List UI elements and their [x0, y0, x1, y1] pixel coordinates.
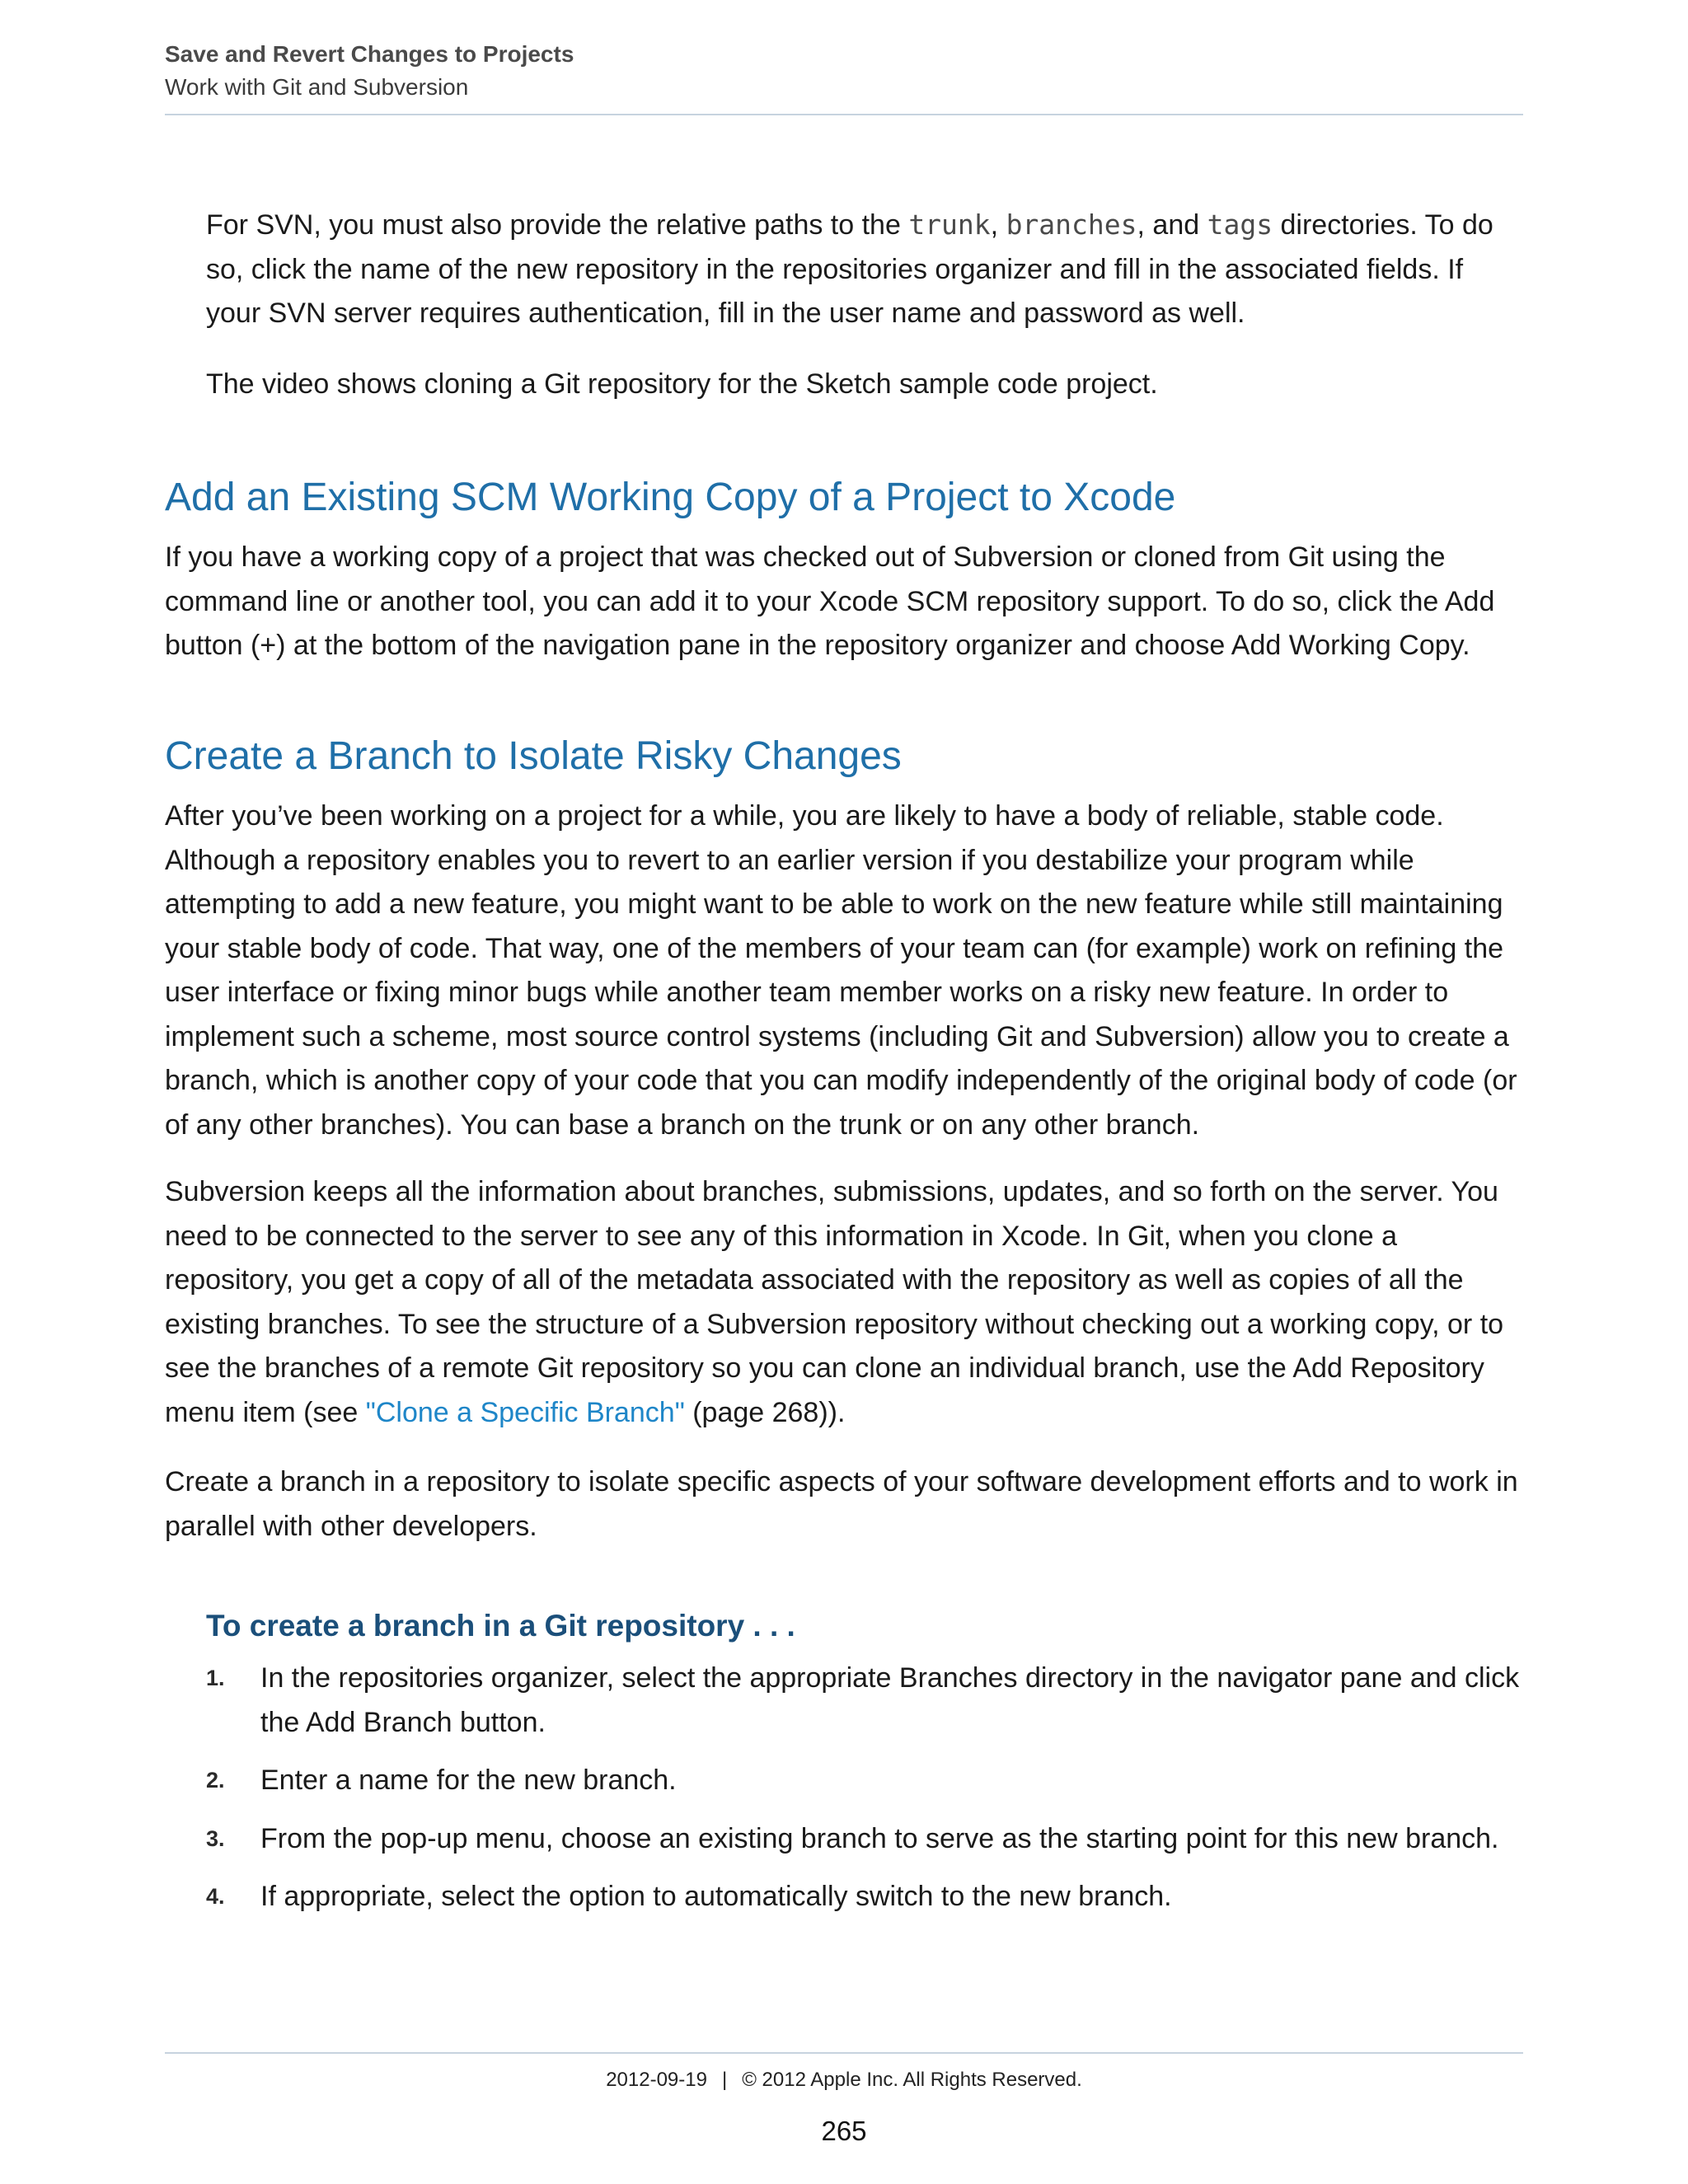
page-number: 265: [821, 2116, 867, 2146]
footer-separator: |: [721, 2069, 728, 2091]
footer-divider: [165, 2052, 1523, 2054]
paragraph-create-branch-purpose: Create a branch in a repository to isolate specific aspects of your software development efforts and to work in parallel with other developers.: [165, 1466, 1518, 1542]
code-trunk: trunk: [908, 209, 991, 241]
footer-copyright: © 2012 Apple Inc. All Rights Reserved.: [742, 2069, 1082, 2091]
paragraph-branch-intro: After you’ve been working on a project for a while, you are likely to have a body of reliable, stable code. Although a repository enables you to revert to an earlier version if you destabilize your program while attempting to add a new feature, you might want to be able to work on the new feature while still maintaining your stable body of code. That way, one of the members of your team can (for example) work on refining the user interface or fixing minor bugs while another team member works on a risky new feature. In order to implement such a scheme, most source control systems (including Git and Subversion) allow you to create a branch, which is another copy of your code that you can modify independently of the original body of code (or of any other branches). You can base a branch on the trunk or on any other branch.: [165, 800, 1517, 1141]
list-item: 3. From the pop-up menu, choose an existing branch to serve as the starting point for this new branch.: [206, 1822, 1499, 1854]
list-item: 4. If appropriate, select the option to automatically switch to the new branch.: [206, 1881, 1172, 1912]
footer-date: 2012-09-19: [606, 2069, 707, 2091]
section-title: Work with Git and Subversion: [165, 74, 469, 100]
link-clone-specific-branch[interactable]: "Clone a Specific Branch": [365, 1396, 685, 1428]
document-page: [165, 0, 1523, 2184]
list-item: 2. Enter a name for the new branch.: [206, 1765, 677, 1796]
code-tags: tags: [1207, 209, 1273, 241]
paragraph-add-working-copy: If you have a working copy of a project that was checked out of Subversion or cloned from Git using the command line or another tool, you can add it to your Xcode SCM repository support. To do so, click the Add button (+) at the bottom of the navigation pane in the repository organizer and choose Add Working Copy.: [165, 541, 1495, 661]
paragraph-subversion-git: Subversion keeps all the information about branches, submissions, updates, and so forth on the server. You need to be connected to the server to see any of this information in Xcode. In Git, when you clone a repository, you get a copy of all of the metadata associated with the repository as well as copies of all the existing branches. To see the structure of a Subversion repository without checking out a working copy, or to see the branches of a remote Git repository so you can clone an individual branch, use the Add Repository menu item (see "Clone a Specific Branch" (page 268)).: [165, 1176, 1504, 1428]
list-item: 1. In the repositories organizer, select the appropriate Branches directory in the navigator pane and click the Add Branch button.: [206, 1662, 1520, 1738]
intro-paragraph-video: The video shows cloning a Git repository for the Sketch sample code project.: [206, 368, 1158, 400]
code-branches: branches: [1006, 209, 1137, 241]
header-divider: [165, 114, 1523, 115]
section-heading-add-working-copy: Add an Existing SCM Working Copy of a Project to Xcode: [165, 476, 1176, 519]
section-heading-create-branch: Create a Branch to Isolate Risky Changes: [165, 734, 902, 778]
running-header: [165, 38, 1523, 104]
footer: [165, 2065, 1523, 2095]
intro-paragraph-svn: For SVN, you must also provide the relative paths to the trunk, branches, and tags directories. To do so, click the name of the new repository in the repositories organizer and fill in the associated fields. If your SVN server requires authentication, fill in the user name and password as well.: [206, 209, 1493, 329]
task-steps: [206, 1657, 1523, 1933]
task-heading: To create a branch in a Git repository . . .: [206, 1609, 795, 1643]
chapter-title: Save and Revert Changes to Projects: [165, 41, 574, 67]
